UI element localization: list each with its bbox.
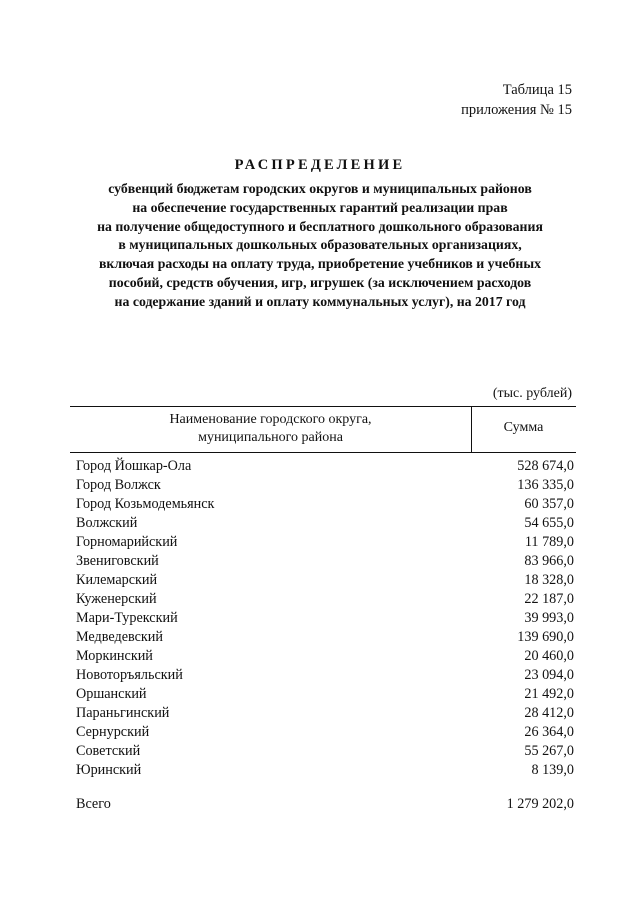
header-name-line: муниципального района: [198, 430, 343, 445]
table-row: [76, 571, 574, 590]
row-name: Новоторъяльский: [76, 667, 183, 683]
table-header-sum: Сумма: [503, 420, 544, 435]
table-row: [76, 761, 574, 780]
table-annex-reference: [461, 80, 572, 120]
row-sum: 21 492,0: [524, 686, 574, 702]
row-sum: 23 094,0: [524, 667, 574, 683]
subtitle-line: на обеспечение государственных гарантий реализации прав: [132, 199, 508, 215]
row-name: Куженерский: [76, 591, 157, 607]
table-body: [76, 457, 574, 780]
subtitle-line: на получение общедоступного и бесплатного дошкольного образования: [97, 218, 543, 234]
row-name: Моркинский: [76, 648, 153, 664]
table-row: [76, 533, 574, 552]
document-subtitle: [40, 180, 600, 312]
table-row: [76, 552, 574, 571]
subtitle-line: на содержание зданий и оплату коммунальных услуг), на 2017 год: [114, 293, 526, 309]
row-sum: 20 460,0: [524, 648, 574, 664]
row-name: Сернурский: [76, 724, 150, 740]
row-name: Город Йошкар-Ола: [76, 458, 192, 474]
table-header-name: [70, 411, 471, 447]
row-name: Оршанский: [76, 686, 147, 702]
total-label: Всего: [76, 796, 111, 812]
row-sum: 18 328,0: [524, 572, 574, 588]
table-row: [76, 647, 574, 666]
units-label: (тыс. рублей): [492, 386, 572, 401]
row-name: Город Волжск: [76, 477, 161, 493]
row-sum: 136 335,0: [517, 477, 574, 493]
table-row: [76, 628, 574, 647]
row-sum: 26 364,0: [524, 724, 574, 740]
row-sum: 22 187,0: [524, 591, 574, 607]
table-row: [76, 609, 574, 628]
row-sum: 83 966,0: [524, 553, 574, 569]
table-total-row: [76, 795, 574, 814]
table-row: [76, 590, 574, 609]
table-header-bottom-rule: [70, 452, 576, 453]
table-row: [76, 723, 574, 742]
row-name: Параньгинский: [76, 705, 170, 721]
table-row: [76, 514, 574, 533]
row-sum: 54 655,0: [524, 515, 574, 531]
row-name: Звениговский: [76, 553, 159, 569]
row-name: Килемарский: [76, 572, 158, 588]
table-row: [76, 742, 574, 761]
row-name: Горномарийский: [76, 534, 178, 550]
table-row: [76, 685, 574, 704]
table-row: [76, 704, 574, 723]
table-row: [76, 457, 574, 476]
row-name: Юринский: [76, 762, 142, 778]
row-name: Советский: [76, 743, 141, 759]
annex-table-number: Таблица 15: [502, 82, 572, 98]
table-row: [76, 476, 574, 495]
subtitle-line: в муниципальных дошкольных образовательных организациях,: [118, 237, 522, 253]
row-sum: 28 412,0: [524, 705, 574, 721]
subtitle-line: пособий, средств обучения, игр, игрушек (за исключением расходов: [108, 274, 532, 290]
row-name: Волжский: [76, 515, 138, 531]
row-sum: 11 789,0: [524, 534, 574, 550]
total-sum: 1 279 202,0: [506, 796, 574, 812]
table-row: [76, 666, 574, 685]
subtitle-line: включая расходы на оплату труда, приобретение учебников и учебных: [98, 256, 542, 272]
subtitle-line: субвенций бюджетам городских округов и муниципальных районов: [108, 181, 532, 196]
table-top-rule: [70, 406, 576, 407]
row-name: Медведевский: [76, 629, 163, 645]
row-name: Мари-Турекский: [76, 610, 178, 626]
document-title: РАСПРЕДЕЛЕНИЕ: [234, 157, 406, 173]
header-name-line: Наименование городского округа,: [169, 412, 372, 427]
row-sum: 39 993,0: [524, 610, 574, 626]
row-sum: 528 674,0: [517, 458, 574, 474]
row-sum: 55 267,0: [524, 743, 574, 759]
row-sum: 8 139,0: [531, 762, 574, 778]
row-sum: 139 690,0: [517, 629, 574, 645]
table-row: [76, 495, 574, 514]
row-sum: 60 357,0: [524, 496, 574, 512]
row-name: Город Козьмодемьянск: [76, 496, 215, 512]
annex-appendix-number: приложения № 15: [461, 102, 572, 118]
